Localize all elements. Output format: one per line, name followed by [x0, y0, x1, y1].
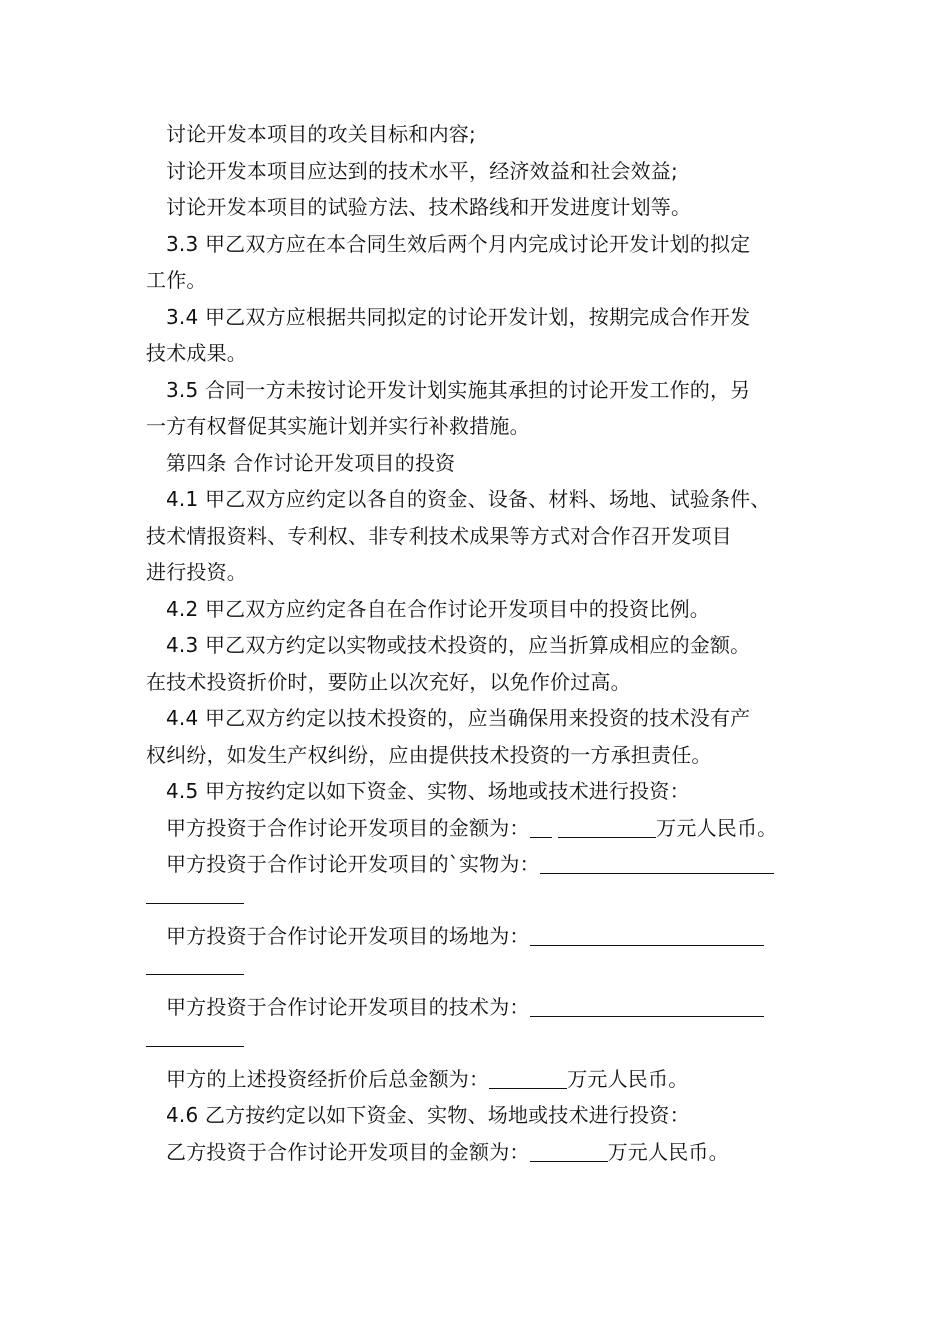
party-b-amount-label: 乙方投资于合作讨论开发项目的金额为： [166, 1139, 530, 1164]
party-a-tech-label: 甲方投资于合作讨论开发项目的技术为： [166, 995, 530, 1019]
party-a-total-unit: 万元人民币。 [567, 1066, 689, 1091]
clause-4-5: 4.5 甲方按约定以如下资金、实物、场地或技术进行投资： [166, 779, 690, 803]
clause-4-2: 4.2 甲乙双方应约定各自在合作讨论开发项目中的投资比例。 [166, 596, 710, 621]
party-a-site-label: 甲方投资于合作讨论开发项目的场地为： [166, 923, 530, 948]
party-a-amount-label: 甲方投资于合作讨论开发项目的金额为： [166, 815, 530, 840]
clause-3-5-line1: 3.5 合同一方未按讨论开发计划实施其承担的讨论开发工作的，另 [166, 377, 751, 402]
clause-3-4-line1: 3.4 甲乙双方应根据共同拟定的讨论开发计划，按期完成合作开发 [166, 304, 751, 329]
party-a-tech-line [146, 989, 830, 1026]
party-a-amount-blank [558, 817, 656, 838]
party-a-amount-unit: 万元人民币。 [656, 815, 778, 840]
party-a-tech-blank [530, 996, 764, 1017]
paragraph-test-methods: 讨论开发本项目的试验方法、技术路线和开发进度计划等。 [166, 195, 692, 219]
clause-4-1-line3: 进行投资。 [146, 560, 247, 584]
party-b-amount-line [146, 1134, 830, 1171]
party-a-goods-line [146, 846, 830, 883]
party-a-amount-line [146, 810, 830, 847]
clause-4-3-line1: 4.3 甲乙双方约定以实物或技术投资的，应当折算成相应的金额。 [166, 633, 751, 657]
paragraph-technical-level: 讨论开发本项目应达到的技术水平，经济效益和社会效益; [166, 158, 678, 183]
clause-3-3-line1: 3.3 甲乙双方应在本合同生效后两个月内完成讨论开发计划的拟定 [166, 231, 751, 256]
clause-4-3-line2: 在技术投资折价时，要防止以次充好，以免作价过高。 [146, 669, 631, 694]
clause-4-1-line1: 4.1 甲乙双方应约定以各自的资金、设备、材料、场地、试验条件、 [166, 487, 771, 511]
party-a-goods-blank-continued [146, 883, 244, 904]
clause-3-3-line2: 工作。 [146, 268, 207, 292]
party-a-total-blank [489, 1068, 567, 1089]
party-a-goods-blank [540, 853, 774, 874]
clause-4-6: 4.6 乙方按约定以如下资金、实物、场地或技术进行投资： [166, 1103, 690, 1127]
party-a-site-blank-continued [146, 954, 244, 975]
party-b-amount-blank [530, 1141, 608, 1162]
paragraph-research-goals: 讨论开发本项目的攻关目标和内容; [166, 122, 476, 146]
clause-4-4-line1: 4.4 甲乙双方约定以技术投资的，应当确保用来投资的技术没有产 [166, 706, 751, 730]
party-a-total-line [146, 1061, 830, 1098]
party-a-amount-blank-short [530, 817, 552, 838]
party-a-total-label: 甲方的上述投资经折价后总金额为： [166, 1066, 490, 1091]
clause-3-5-line2: 一方有权督促其实施计划并实行补救措施。 [146, 414, 530, 438]
party-a-goods-label: 甲方投资于合作讨论开发项目的`实物为： [166, 852, 540, 876]
party-a-site-line [146, 918, 830, 955]
party-a-tech-blank-continued [146, 1026, 244, 1047]
clause-4-4-line2: 权纠纷，如发生产权纠纷，应由提供技术投资的一方承担责任。 [146, 742, 712, 767]
clause-4-1-line2: 技术情报资料、专利权、非专利技术成果等方式对合作召开发项目 [146, 523, 732, 548]
article-4-heading: 第四条 合作讨论开发项目的投资 [166, 450, 456, 475]
clause-3-4-line2: 技术成果。 [146, 341, 247, 365]
party-a-site-blank [530, 925, 764, 946]
party-b-amount-unit: 万元人民币。 [607, 1139, 729, 1164]
document-body [146, 116, 830, 1170]
